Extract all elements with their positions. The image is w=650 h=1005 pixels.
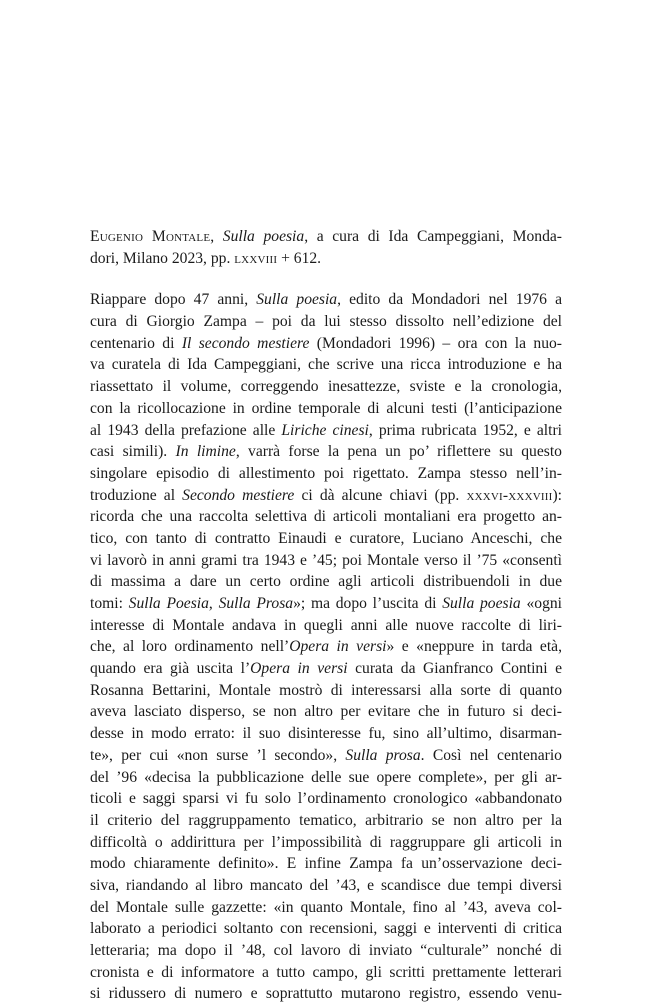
- body-line: al 1943 della prefazione alle Liriche cinesi, prima rubricata 1952, e altri: [90, 421, 562, 439]
- body-line: cronista e di informatore a tutto campo, gli scritti prettamente letterari: [90, 963, 562, 981]
- body-line: di massima a dare un certo ordine agli articoli distribuendoli in due: [90, 573, 562, 591]
- page-content: [90, 226, 562, 1005]
- body-line: difficoltà o addirittura per l’impossibilità di raggruppare gli articoli in: [90, 833, 562, 851]
- body-line: riassettato il volume, correggendo inesattezze, sviste e la cronologia,: [90, 378, 562, 396]
- book-title: Sulla poesia: [222, 228, 305, 245]
- book-citation: [90, 226, 562, 269]
- body-line: del Montale sulle gazzette: «in quanto Montale, fino al ’43, aveva col-: [90, 898, 562, 916]
- body-line: ricorda che una raccolta selettiva di articoli montaliani era progetto an-: [90, 508, 562, 526]
- citation-line: Eugenio Montale, Sulla poesia, a cura di Ida Campeggiani, Monda-: [90, 228, 562, 245]
- body-line: tico, con tanto di contratto Einaudi e curatore, Luciano Anceschi, che: [90, 529, 562, 547]
- page-count-roman: lxxviii: [234, 249, 278, 267]
- body-line: modo chiaramente definito». E infine Zampa fa un’osservazione deci-: [90, 855, 562, 873]
- review-body: [90, 289, 562, 1005]
- body-line: troduzione al Secondo mestiere ci dà alcune chiavi (pp. xxxvi-xxxviii):: [90, 486, 562, 504]
- body-line: singolare episodio di allestimento poi rigettato. Zampa stesso nell’in-: [90, 464, 562, 482]
- body-line: casi simili). In limine, varrà forse la pena un po’ riflettere su questo: [90, 443, 562, 461]
- body-line: vi lavorò in anni grami tra 1943 e ’45; poi Montale verso il ’75 «consentì: [90, 551, 562, 569]
- body-line: centenario di Il secondo mestiere (Mondadori 1996) – ora con la nuo-: [90, 334, 562, 352]
- body-line: quando era già uscita l’Opera in versi curata da Gianfranco Contini e: [90, 660, 563, 678]
- body-line: desse in modo errato: il suo disinteresse fu, sino all’ultimo, disarman-: [90, 725, 562, 743]
- citation-line: dori, Milano 2023, pp. lxxviii + 612.: [90, 249, 322, 267]
- body-line: il criterio del raggruppamento tematico, arbitrario se non altro per la: [90, 811, 562, 829]
- section-gap: [90, 269, 562, 289]
- body-line: del ’96 «decisa la pubblicazione delle sue opere complete», per gli ar-: [90, 768, 562, 786]
- body-line: interesse di Montale andava in quegli anni alle nuove raccolte di liri-: [90, 616, 562, 634]
- body-line: Riappare dopo 47 anni, Sulla poesia, edito da Mondadori nel 1976 a: [90, 291, 562, 309]
- body-line: va curatela di Ida Campeggiani, che scrive una ricca introduzione e ha: [90, 356, 562, 374]
- body-line: ticoli e saggi sparsi vi fu solo l’ordinamento cronologico «abbandonato: [90, 790, 562, 808]
- body-line: siva, riandando al libro mancato del ’43, e scandisce due tempi diversi: [90, 876, 562, 894]
- body-line: aveva lasciato disperso, se non altro per evitare che in futuro si deci-: [90, 703, 562, 721]
- body-line: si ridussero di numero e soprattutto mutarono registro, essendo venu-: [90, 985, 562, 1003]
- body-line: laborato a periodici soltanto con recensioni, saggi e interventi di critica: [90, 920, 562, 938]
- body-line: te», per cui «non surse ’l secondo», Sulla prosa. Così nel centenario: [90, 746, 562, 764]
- body-line: Rosanna Bettarini, Montale mostrò di interessarsi alla sorte di quanto: [90, 681, 562, 699]
- body-line: letteraria; ma dopo il ’48, col lavoro di inviato “culturale” nonché di: [90, 942, 562, 959]
- author-name: Eugenio Montale: [90, 228, 211, 245]
- body-line: che, al loro ordinamento nell’Opera in versi» e «neppure in tarda età,: [90, 638, 562, 656]
- body-line: cura di Giorgio Zampa – poi da lui stesso dissolto nell’edizione del: [90, 313, 562, 331]
- body-line: tomi: Sulla Poesia, Sulla Prosa»; ma dopo l’uscita di Sulla poesia «ogni: [90, 595, 563, 612]
- body-line: con la ricollocazione in ordine temporale di alcuni testi (l’anticipazione: [90, 399, 562, 417]
